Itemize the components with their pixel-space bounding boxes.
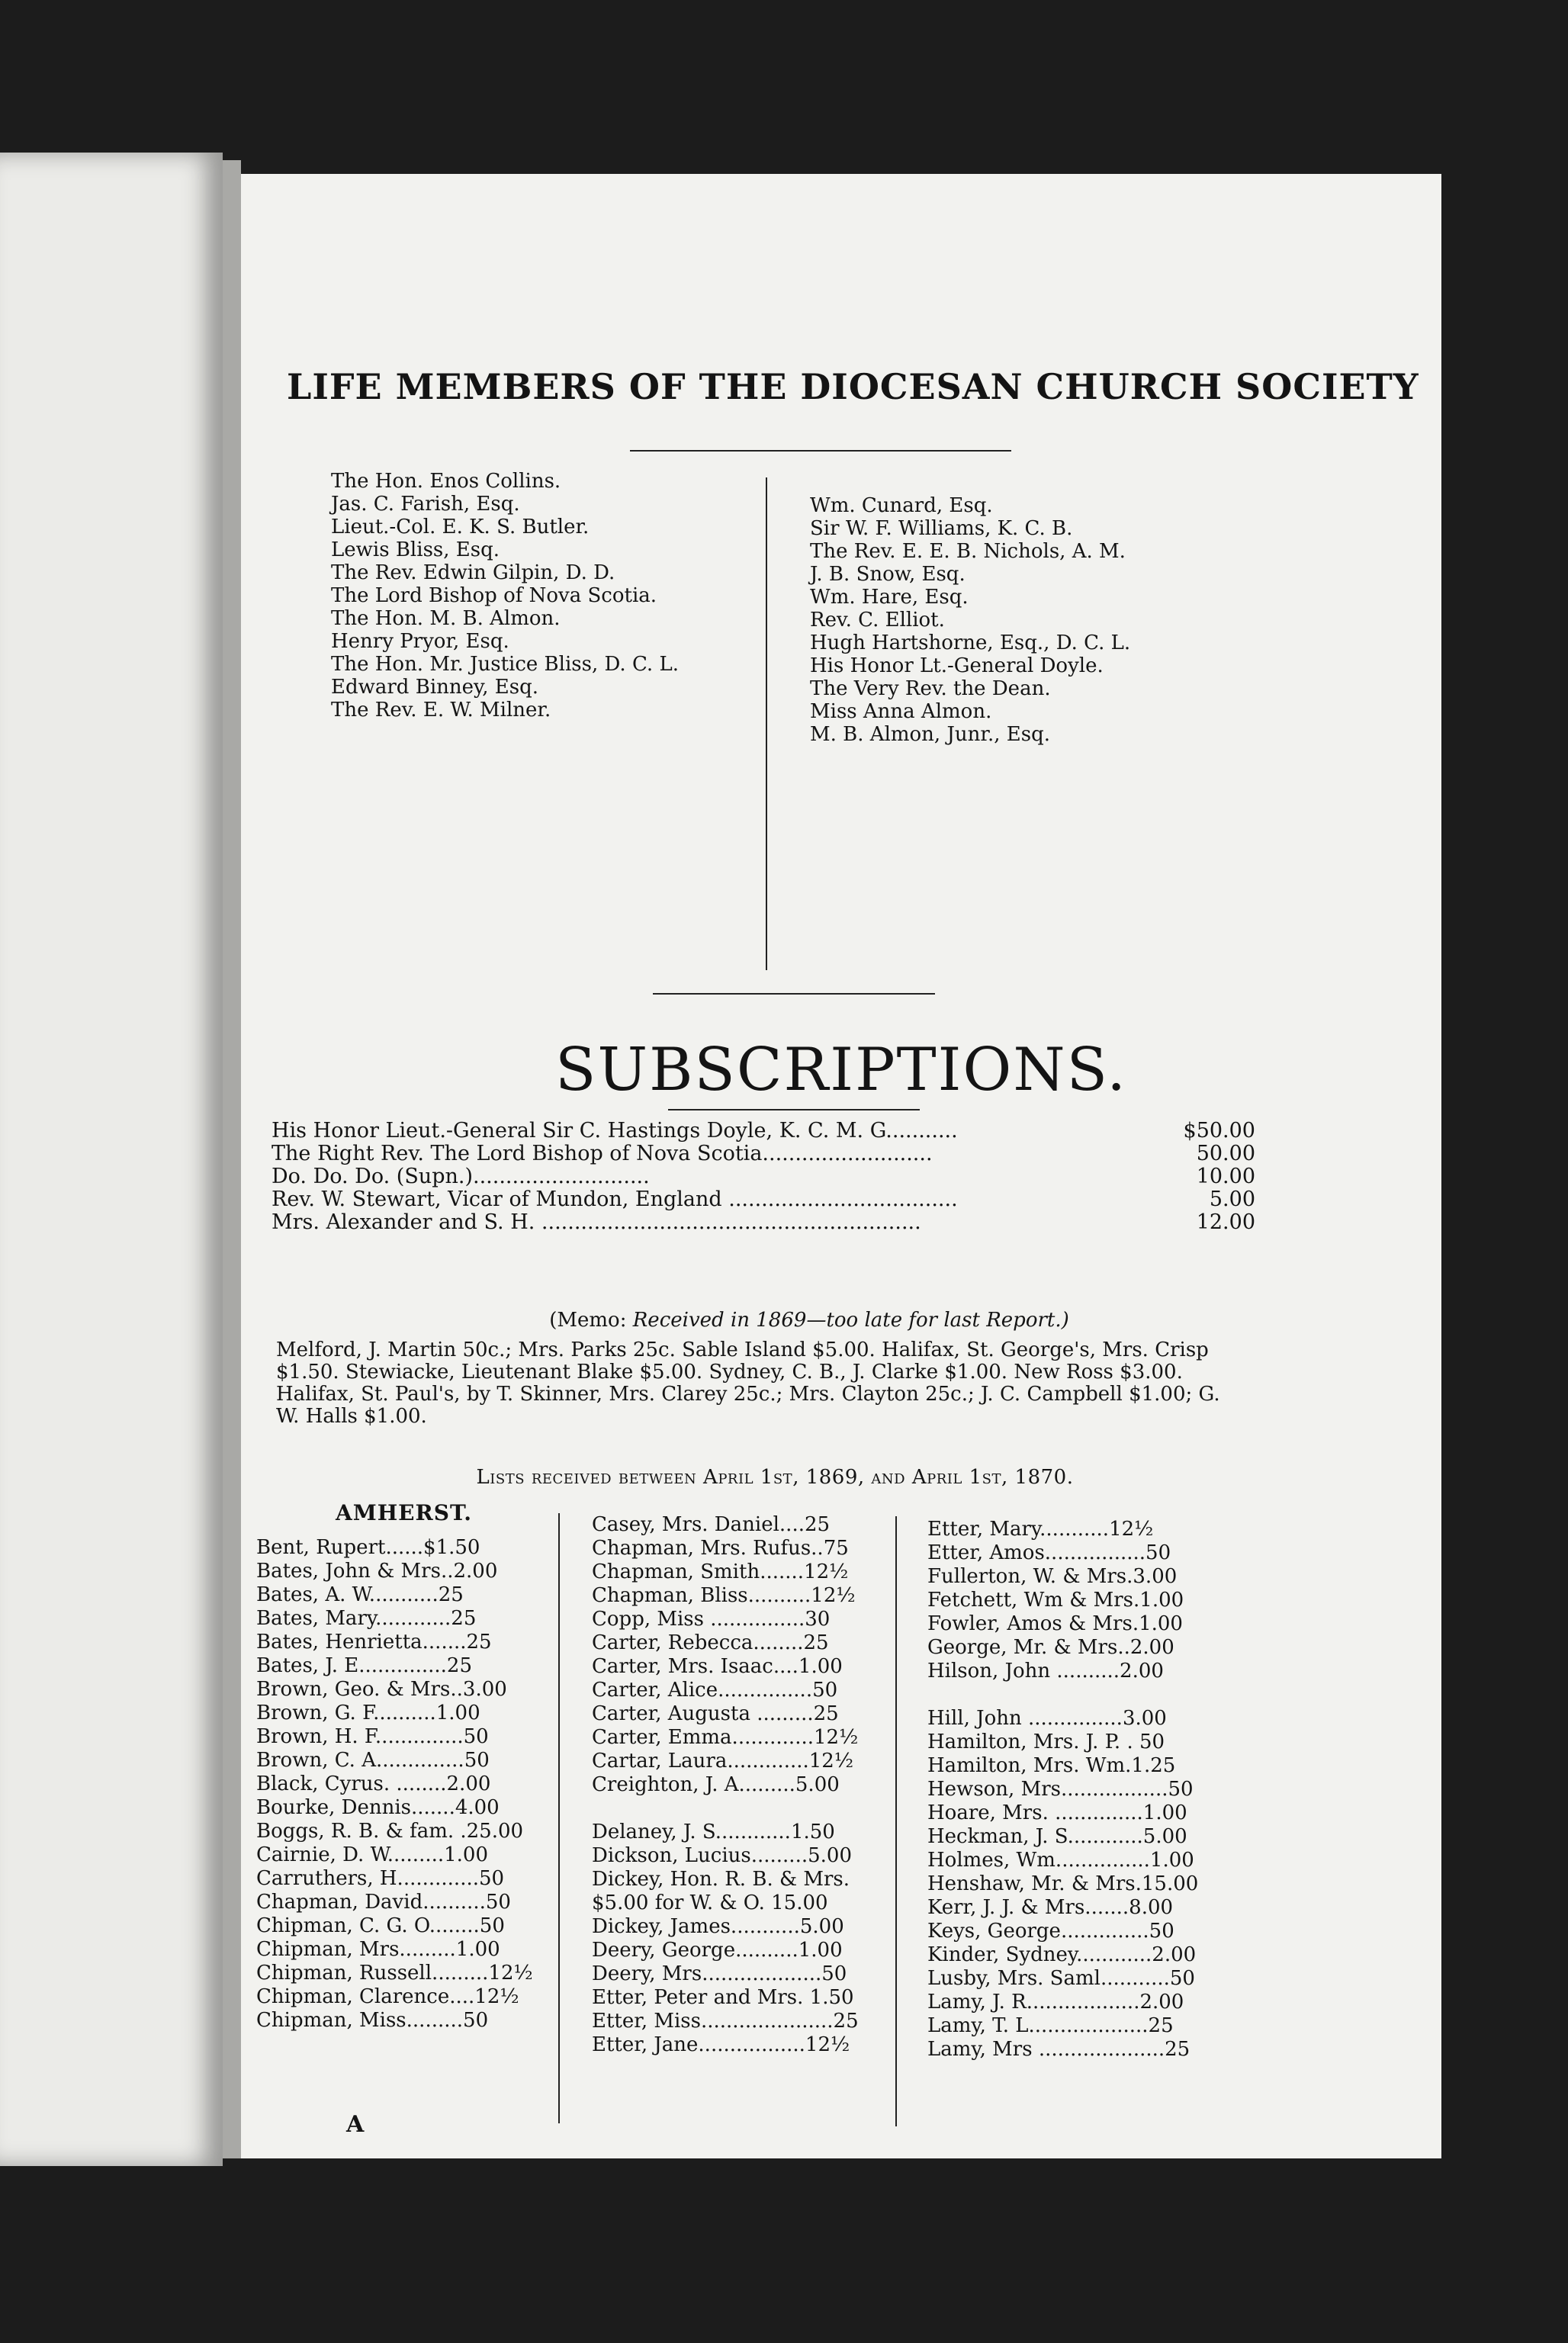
subscriber-entry: Copp, Miss ...............30 <box>592 1608 831 1631</box>
subscription-row <box>272 1211 1255 1234</box>
memo-text: Received in 1869—too late for last Report.) <box>632 1309 1069 1332</box>
subscriber-entry: Hilson, John ..........2.00 <box>927 1660 1164 1683</box>
subscriber-entry: Hamilton, Mrs. Wm.1.25 <box>927 1754 1176 1777</box>
subscription-row <box>272 1188 1255 1211</box>
life-member-entry: The Hon. Mr. Justice Bliss, D. C. L. <box>331 653 679 676</box>
subscriber-entry: Dickson, Lucius.........5.00 <box>592 1844 852 1867</box>
subscriber-entry: Etter, Amos................50 <box>927 1541 1171 1564</box>
life-members-title: LIFE MEMBERS OF THE DIOCESAN CHURCH SOCIETY <box>287 366 1419 407</box>
subscriber-entry: Lamy, Mrs ....................25 <box>927 2038 1190 2061</box>
subscriber-entry: Chipman, Clarence....12½ <box>256 1985 519 2008</box>
subscriber-entry: Carter, Rebecca........25 <box>592 1631 829 1654</box>
subscriber-entry: Etter, Peter and Mrs. 1.50 <box>592 1986 854 2009</box>
subscriber-entry: Carruthers, H.............50 <box>256 1867 505 1890</box>
subscriber-entry: Kinder, Sydney............2.00 <box>927 1943 1197 1966</box>
life-member-entry: The Lord Bishop of Nova Scotia. <box>331 584 657 607</box>
subscription-amount: 10.00 <box>1196 1165 1255 1188</box>
subscription-row <box>272 1165 1255 1188</box>
subscription-amount: 12.00 <box>1196 1210 1255 1234</box>
subscriber-entry: Hewson, Mrs.................50 <box>927 1778 1194 1801</box>
life-members-left-list <box>331 470 679 722</box>
life-member-entry: Lieut.-Col. E. K. S. Butler. <box>331 516 590 538</box>
subscriber-entry: Lamy, J. R..................2.00 <box>927 1991 1184 2014</box>
subscription-name: Mrs. Alexander and S. H. .......................................................... <box>272 1210 921 1234</box>
subscriber-entry: Chipman, Miss.........50 <box>256 2009 489 2032</box>
subscription-amount: 5.00 <box>1209 1188 1255 1211</box>
subscriber-entry: Cairnie, D. W.........1.00 <box>256 1843 489 1866</box>
subscriber-entry: Bates, A. W...........25 <box>256 1583 464 1606</box>
life-member-entry: Sir W. F. Williams, K. C. B. <box>810 517 1073 540</box>
amherst-column-2 <box>592 1513 859 2057</box>
subscriber-entry: Heckman, J. S............5.00 <box>927 1825 1187 1848</box>
life-member-entry: Edward Binney, Esq. <box>331 676 539 699</box>
subscription-amount: $50.00 <box>1183 1119 1255 1143</box>
subscriber-entry: Bates, Mary............25 <box>256 1607 477 1630</box>
life-member-entry: Jas. C. Farish, Esq. <box>331 493 520 516</box>
column-divider-1 <box>558 1513 560 2123</box>
subscription-row <box>272 1120 1255 1143</box>
amherst-column-1 <box>256 1536 533 2033</box>
subscriber-entry: Delaney, J. S............1.50 <box>592 1821 835 1843</box>
subscriber-entry: Chipman, Mrs.........1.00 <box>256 1938 500 1961</box>
subscriber-entry: Chipman, C. G. O........50 <box>256 1914 505 1937</box>
life-member-entry: The Rev. E. W. Milner. <box>331 699 551 722</box>
subscriber-entry: Holmes, Wm...............1.00 <box>927 1849 1194 1872</box>
subscriber-entry: Carter, Emma.............12½ <box>592 1726 859 1749</box>
life-member-entry: The Hon. M. B. Almon. <box>331 607 561 630</box>
subscriber-entry: Chapman, Mrs. Rufus..75 <box>592 1537 849 1560</box>
memo-label: (Memo: <box>549 1309 627 1332</box>
subscriber-entry: Bates, J. E..............25 <box>256 1654 473 1677</box>
subscriptions-rule <box>668 1109 920 1110</box>
life-member-entry: The Very Rev. the Dean. <box>810 677 1051 700</box>
subscription-name: Rev. W. Stewart, Vicar of Mundon, England ................................... <box>272 1188 958 1211</box>
life-member-entry: Wm. Hare, Esq. <box>810 586 969 609</box>
page-gutter <box>223 160 241 2158</box>
subscriber-entry: Etter, Mary...........12½ <box>927 1518 1154 1541</box>
subscription-amount: 50.00 <box>1196 1142 1255 1165</box>
life-member-entry: The Rev. Edwin Gilpin, D. D. <box>331 561 615 584</box>
subscriptions-paragraph: Melford, J. Martin 50c.; Mrs. Parks 25c. Sable Island $5.00. Halifax, St. George's, Mrs. Crisp $1.50. Stewiacke, Lieutenant Blake $5.00. Sydney, C. B., J. Clarke $1.00. New Ross $3.00. Halifax, St. Paul's, by T. Skinner, Mrs. Clarey 25c.; Mrs. Clayton 25c.; J. C. Campbell $1.00; G. W. Halls $1.00. <box>276 1339 1220 1428</box>
life-member-entry: The Hon. Enos Collins. <box>331 470 561 493</box>
subscriptions-title: SUBSCRIPTIONS. <box>554 1036 1128 1104</box>
life-member-entry: Hugh Hartshorne, Esq., D. C. L. <box>810 632 1131 654</box>
life-member-entry: J. B. Snow, Esq. <box>810 563 966 586</box>
subscriber-entry: Chipman, Russell.........12½ <box>256 1962 533 1985</box>
subscriber-entry: Henshaw, Mr. & Mrs.15.00 <box>927 1872 1199 1895</box>
subscriber-entry: Keys, George..............50 <box>927 1920 1174 1943</box>
subscriber-entry: Carter, Mrs. Isaac....1.00 <box>592 1655 843 1678</box>
subscriber-entry: Fullerton, W. & Mrs.3.00 <box>927 1565 1178 1588</box>
life-member-entry: His Honor Lt.-General Doyle. <box>810 654 1104 677</box>
subscriber-entry: Lusby, Mrs. Saml...........50 <box>927 1967 1195 1990</box>
subscription-name: The Right Rev. The Lord Bishop of Nova Scotia.......................... <box>272 1142 933 1165</box>
subscriber-entry: Brown, G. F..........1.00 <box>256 1702 480 1724</box>
subscriber-entry: Brown, C. A..............50 <box>256 1749 490 1772</box>
subscriber-entry: Bates, Henrietta.......25 <box>256 1631 492 1654</box>
life-members-divider <box>766 477 767 970</box>
amherst-heading-wrap <box>336 1501 472 1525</box>
subscriber-entry: Chapman, David..........50 <box>256 1891 511 1914</box>
life-members-right-list <box>810 494 1130 746</box>
subscriber-entry: Bent, Rupert......$1.50 <box>256 1536 480 1559</box>
subscriber-entry: Brown, Geo. & Mrs..3.00 <box>256 1678 507 1701</box>
subscriber-entry: Bourke, Dennis.......4.00 <box>256 1796 500 1819</box>
subscriber-entry: Black, Cyrus. ........2.00 <box>256 1773 491 1795</box>
subscriber-entry: Kerr, J. J. & Mrs.......8.00 <box>927 1896 1174 1919</box>
subscriber-entry: Bates, John & Mrs..2.00 <box>256 1560 498 1583</box>
column-divider-2 <box>895 1516 897 2126</box>
life-member-entry: Miss Anna Almon. <box>810 700 992 723</box>
amherst-heading: AMHERST. <box>336 1500 472 1525</box>
subscriber-entry: Brown, H. F..............50 <box>256 1725 489 1748</box>
subscriber-entry: Carter, Alice...............50 <box>592 1679 838 1702</box>
life-member-entry: The Rev. E. E. B. Nichols, A. M. <box>810 540 1126 563</box>
subscriber-entry: Fetchett, Wm & Mrs.1.00 <box>927 1589 1184 1612</box>
signature-mark: A <box>346 2111 365 2138</box>
subscription-row <box>272 1143 1255 1165</box>
subscriber-entry <box>592 1797 859 1821</box>
subscriber-entry: $5.00 for W. & O. 15.00 <box>592 1891 828 1914</box>
subscriber-entry: Dickey, James...........5.00 <box>592 1915 844 1938</box>
subscription-name: His Honor Lieut.-General Sir C. Hastings Doyle, K. C. M. G........... <box>272 1119 958 1143</box>
subscriptions-list <box>272 1120 1255 1234</box>
subscriber-entry: Chapman, Smith.......12½ <box>592 1560 849 1583</box>
life-member-entry: Rev. C. Elliot. <box>810 609 945 632</box>
subscriber-entry: Deery, Mrs...................50 <box>592 1962 847 1985</box>
left-page-edge <box>0 153 223 2166</box>
subscriber-entry: Cartar, Laura.............12½ <box>592 1750 854 1773</box>
life-members-end-rule <box>653 993 935 995</box>
subscriber-entry: Hoare, Mrs. ..............1.00 <box>927 1801 1187 1824</box>
subscriber-entry: Dickey, Hon. R. B. & Mrs. <box>592 1868 850 1891</box>
subscriber-entry: Creighton, J. A.........5.00 <box>592 1773 840 1796</box>
title-rule <box>630 450 1011 452</box>
life-member-entry: Henry Pryor, Esq. <box>331 630 509 653</box>
subscriber-entry: Deery, George..........1.00 <box>592 1939 843 1962</box>
subscriber-entry: Casey, Mrs. Daniel....25 <box>592 1513 831 1536</box>
amherst-column-3 <box>927 1518 1198 2062</box>
subscriber-entry: Etter, Jane.................12½ <box>592 2033 850 2056</box>
subscriber-entry: Etter, Miss.....................25 <box>592 2010 859 2033</box>
subscriber-entry: Carter, Augusta .........25 <box>592 1702 839 1725</box>
subscriber-entry: George, Mr. & Mrs..2.00 <box>927 1636 1174 1659</box>
subscriber-entry: Fowler, Amos & Mrs.1.00 <box>927 1612 1183 1635</box>
memo-line <box>447 1309 1171 1332</box>
subscriber-entry: Boggs, R. B. & fam. .25.00 <box>256 1820 524 1843</box>
life-member-entry: Lewis Bliss, Esq. <box>331 538 500 561</box>
life-member-entry: M. B. Almon, Junr., Esq. <box>810 723 1050 746</box>
life-member-entry: Wm. Cunard, Esq. <box>810 494 993 517</box>
subscriber-entry: Hamilton, Mrs. J. P. . 50 <box>927 1731 1165 1753</box>
subscription-name: Do. Do. Do. (Supn.)........................... <box>272 1165 650 1188</box>
subscriber-entry: Lamy, T. L...................25 <box>927 2014 1174 2037</box>
lists-received-header: Lists received between April 1st, 1869, and April 1st, 1870. <box>476 1466 1074 1489</box>
document-page <box>241 174 1441 2158</box>
subscriber-entry: Hill, John ...............3.00 <box>927 1707 1167 1730</box>
subscriber-entry <box>927 1683 1198 1707</box>
subscriber-entry: Chapman, Bliss..........12½ <box>592 1584 856 1607</box>
